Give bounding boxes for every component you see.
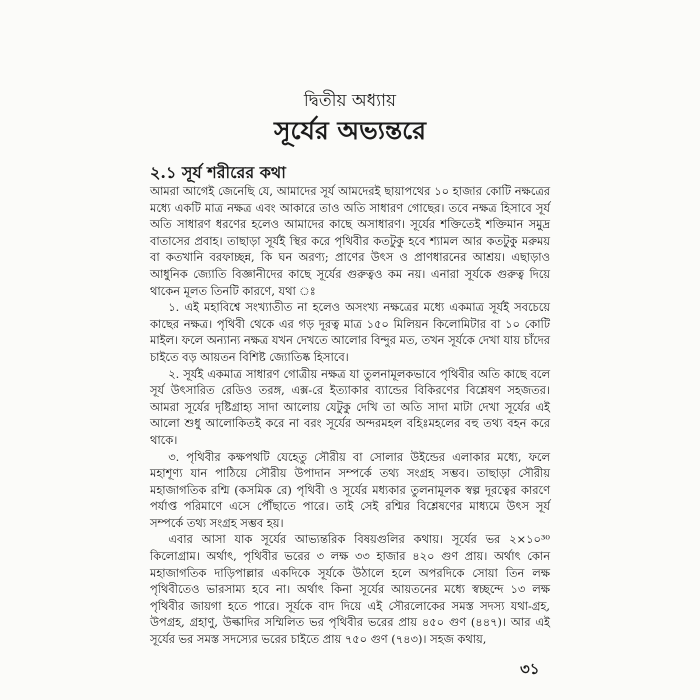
- paragraph-mass: এবার আসা যাক সূর্যের আভ্যন্তরিক বিষয়গুলির কথায়। সূর্যের ভর ২×১০³⁰ কিলোগ্রাম। অর্থাৎ, পৃথিবীর ভরের ৩ লক্ষ ৩৩ হাজার ৪২০ গুণ প্রায়। অর্থাৎ কোন মহাজাগতিক দাড়িপাল্লার একদিকে সূর্যকে উঠালে হলে অপরদিকে সোয়া তিন লক্ষ পৃথিবীতেও ভারসাম্য হবে না। অর্থাৎ কিনা সূর্যের আয়তনের মধ্যে স্বচ্ছন্দে ১৩ লক্ষ পৃথিবীর জায়গা হতে পারে। সূর্যকে বাদ দিয়ে এই সৌরলোকের সমস্ত সদস্য যথা-গ্রহ, উপগ্রহ, গ্রহাণু, উল্কাদির সম্মিলিত ভর পৃথিবীর ভরের প্রায় ৪৫০ গুণ (৪৪৭)। আর এই সূর্যের ভর সমস্ত সদস্যের ভরের চাইতে প্রায় ৭৫০ গুণ (৭৪৩)। সহজ কথায়,: [150, 532, 550, 647]
- body-text: [150, 183, 550, 648]
- paragraph-reason-3: ৩. পৃথিবীর কক্ষপথটি যেহেতু সৌরীয় বা সোলার উইন্ডের এলাকার মধ্যে, ফলে মহাশূণ্য যান পাঠিয়ে সৌরীয় উপাদান সম্পর্কে তথ্য সংগ্রহ সম্ভব। তাছাড়া সৌরীয় মহাজাগতিক রশ্মি (কসমিক রে) পৃথিবী ও সূর্যের মধ্যকার তুলনামূলক স্বল্প দূরত্বের কারণে পর্যাপ্ত পরিমাণে এসে পৌঁছাতে পারে। তাই সেই রশ্মির বিশ্লেষণের মাধ্যমে উৎস সূর্য সম্পর্কে তথ্য সংগ্রহ সম্ভব হয়।: [150, 449, 550, 530]
- paragraph-reason-1: ১. এই মহাবিশ্বে সংখ্যাতীত না হলেও অসংখ্য নক্ষত্রের মধ্যে একমাত্র সূর্যই সবচেয়ে কাছের নক্ষত্র। পৃথিবী থেকে এর গড় দূরত্ব মাত্র ১৫০ মিলিয়ন কিলোমিটার বা ১০ কোটি মাইল। ফলে অন্যান্য নক্ষত্র যখন দেখতে আলোর বিন্দুর মত, তখন সূর্যকে দেখা যায় চাঁদের চাইতে বড় আয়তন বিশিষ্ট জ্যোতিষ্ক হিসাবে।: [150, 300, 550, 364]
- section-heading: ২.১ সূর্য শরীরের কথা: [150, 163, 286, 182]
- paragraph-reason-2: ২. সূর্যই একমাত্র সাধারণ গোত্রীয় নক্ষত্র যা তুলনামূলকভাবে পৃথিবীর অতি কাছে বলে সূর্য উৎসারিত রেডিও তরঙ্গ, এক্স-রে ইত্যাকার ব্যান্ডের বিকিরণের বিশ্লেষণ সহজতর। আমরা সূর্যের দৃষ্টিগ্রাহ্য সাদা আলোয় যেটুকু দেখি তা অতি সাদা মাটা দেখা সূর্যের এই আলো শুধু আলোকিতই করে না বরং সূর্যের অন্দরমহল বহিঃমহলের বহু তথ্য বহন করে থাকে।: [150, 366, 550, 447]
- chapter-label: দ্বিতীয় অধ্যায়: [303, 91, 397, 111]
- chapter-title: সূর্যের অভ্যন্তরে: [274, 116, 426, 145]
- page-number: ৩১: [520, 660, 540, 678]
- paragraph-intro: আমরা আগেই জেনেছি যে, আমাদের সূর্য আমদেরই ছায়াপথের ১০ হাজার কোটি নক্ষত্রের মধ্যে একটি মাত্র নক্ষত্র এবং আকারে তাও অতি সাধারণ গোছের। তবে নক্ষত্র হিসাবে সূর্য অতি সাধারণ ধরণের হলেও আমাদের কাছে অসাধারণ। সূর্যের শক্তিতেই শক্তিমান সমুদ্র বাতাসের প্রবাহ। তাছাড়া সূর্যই স্থির করে পৃথিবীর কতটুকু হবে শ্যামল আর কতটুকু মরুময় বা কতখানি বরফাচ্ছন্ন, কি ঘন অরণ্য; প্রাণের উৎস ও প্রাণধারনের আশ্রয়। এছাড়াও আধুনিক জ্যোতি বিজ্ঞানীদের কাছে সূর্যের গুরুত্বও কম নয়। এনারা সূর্যকে গুরুত্ব দিয়ে থাকেন মূলত তিনটি কারণে, যথা ঃ: [150, 184, 550, 298]
